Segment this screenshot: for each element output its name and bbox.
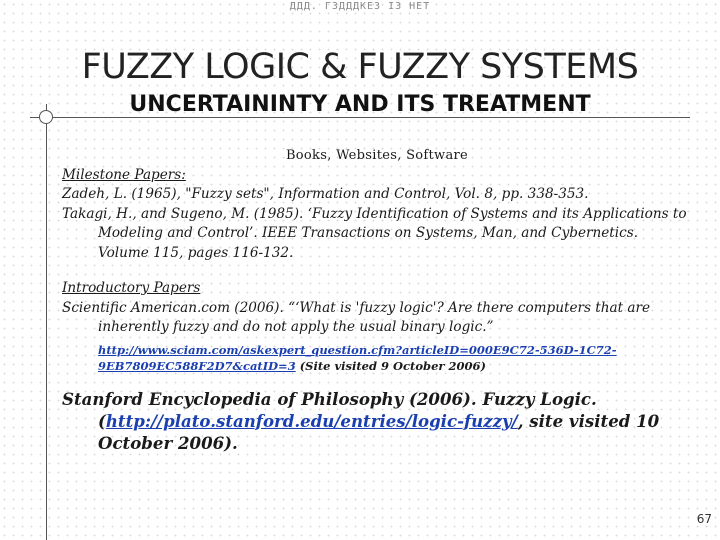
page-number: 67 xyxy=(696,512,712,526)
reference-stanford-encyclopedia xyxy=(62,388,692,454)
stanford-suffix: , site visited 10 October 2006). xyxy=(98,410,660,453)
reference-scientific-american: Scientific American.com (2006). “‘What is 'fuzzy logic'? Are there computers that are inherently fuzzy and do not apply the usual binary logic.” xyxy=(62,299,651,335)
sciam-visited-note: (Site visited 9 October 2006) xyxy=(295,358,486,373)
stanford-link[interactable]: http://plato.stanford.edu/entries/logic-fuzzy/ xyxy=(105,410,518,431)
sciam-url-line xyxy=(98,342,692,374)
horizontal-rule xyxy=(30,117,690,118)
milestone-papers-label: Milestone Papers: xyxy=(62,166,186,183)
rule-circle-ornament xyxy=(39,110,53,124)
introductory-papers-label: Introductory Papers xyxy=(62,280,201,296)
slide-content xyxy=(62,146,692,454)
section-heading: Books, Websites, Software xyxy=(285,148,469,163)
slide-title: FUZZY LOGIC & FUZZY SYSTEMS xyxy=(81,47,639,87)
stanford-prefix: Stanford Encyclopedia of Philosophy (2006). Fuzzy Logic. ( xyxy=(62,388,597,431)
vertical-rule xyxy=(46,104,47,540)
sciam-link[interactable]: http://www.sciam.com/askexpert_question.cfm?articleID=000E9C72-536D-1C72-9EB7809EC588F2D7&catID=3 xyxy=(98,342,617,373)
reference-takagi-sugeno: Takagi, H., and Sugeno, M. (1985). ‘Fuzzy Identification of Systems and its Applications to Modeling and Control’. IEEE Transactions on Systems, Man, and Cybernetics. Volume 115, pages 116-132. xyxy=(62,205,687,261)
header-strip: ДДД. ГЗДДДКЕЗ ІЗ НЕТ xyxy=(289,1,431,12)
slide-subtitle: UNCERTAININTY AND ITS TREATMENT xyxy=(129,92,591,117)
reference-zadeh: Zadeh, L. (1965), "Fuzzy sets", Information and Control, Vol. 8, pp. 338-353. xyxy=(62,186,589,202)
